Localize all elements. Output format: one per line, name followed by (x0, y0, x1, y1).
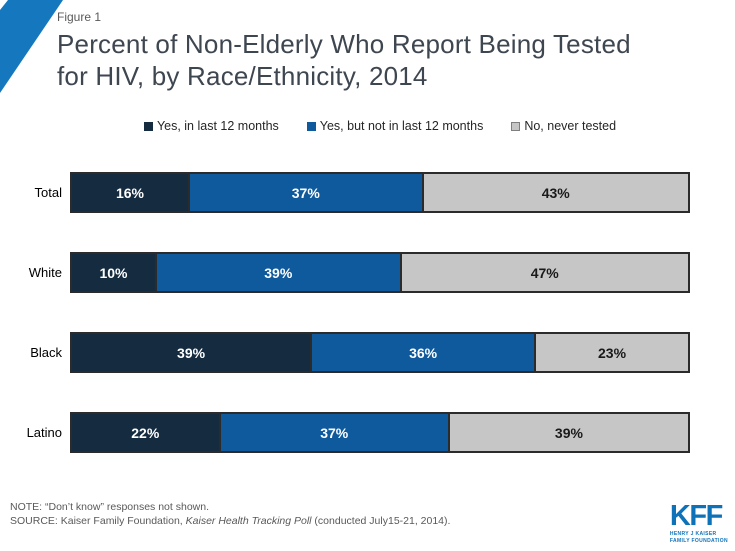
bar-segment (157, 252, 402, 293)
bar (70, 172, 690, 213)
title-line-2: for HIV, by Race/Ethnicity, 2014 (57, 60, 428, 91)
corner-triangle-shape (0, 0, 63, 93)
legend-label: Yes, in last 12 months (156, 119, 279, 133)
stacked-bar-chart (0, 172, 690, 492)
bar-value-label: 16% (115, 184, 145, 201)
kff-logo-text: KFF (669, 500, 722, 533)
chart-row-black (0, 332, 690, 373)
kff-logo-subtext-line2: FAMILY FOUNDATION (669, 537, 728, 544)
bar-segment (190, 172, 424, 213)
legend-item-yes-not-last-12 (307, 119, 484, 133)
bar-segment (70, 172, 190, 213)
footer-notes (10, 500, 450, 528)
bar-segment (402, 252, 690, 293)
legend-label: No, never tested (524, 119, 617, 133)
legend-label: Yes, but not in last 12 months (319, 119, 484, 133)
bar-value-label: 37% (320, 424, 349, 441)
chart-row-white (0, 252, 690, 293)
figure-label: Figure 1 (57, 10, 102, 24)
bar-segment (221, 412, 450, 453)
bar-value-label: 39% (177, 344, 206, 361)
bar-value-label: 39% (264, 264, 293, 281)
chart-row-total (0, 172, 690, 213)
bar-value-label: 22% (131, 424, 160, 441)
kff-logo-subtext-line1: HENRY J KAISER (669, 531, 717, 537)
row-label: Latino (26, 425, 62, 440)
bar-value-label: 37% (291, 184, 320, 201)
bar-segment (70, 332, 312, 373)
legend-swatch-icon (307, 122, 316, 131)
header (57, 10, 717, 92)
bar-segment (312, 332, 536, 373)
row-label: Black (30, 345, 62, 360)
row-label: Total (34, 185, 62, 200)
bar-value-label: 23% (598, 344, 627, 361)
source-italic: Kaiser Health Tracking Poll (185, 514, 312, 527)
note-line: NOTE: “Don’t know” responses not shown. (10, 500, 209, 513)
bar-value-label: 39% (554, 424, 583, 441)
title-line-1: Percent of Non-Elderly Who Report Being Tested (57, 29, 631, 59)
chart-legend (70, 119, 690, 133)
legend-item-yes-last-12 (144, 119, 279, 133)
bar (70, 252, 690, 293)
bar (70, 332, 690, 373)
bar-segment (70, 252, 157, 293)
source-line (10, 514, 450, 528)
bar-value-label: 47% (530, 264, 559, 281)
source-suffix: (conducted July15-21, 2014). (311, 514, 451, 527)
bar-segment (424, 172, 690, 213)
corner-triangle (0, 0, 64, 100)
kff-logo-subtext (670, 531, 728, 544)
legend-swatch-icon (144, 122, 153, 131)
bar-segment (70, 412, 221, 453)
legend-swatch-icon (511, 122, 520, 131)
bar-value-label: 36% (409, 344, 438, 361)
bar-value-label: 43% (541, 184, 570, 201)
legend-item-never-tested (511, 119, 616, 133)
source-prefix: SOURCE: Kaiser Family Foundation, (10, 514, 186, 527)
page-title (57, 29, 717, 92)
kff-logo (669, 500, 728, 544)
bar (70, 412, 690, 453)
bar-segment (450, 412, 690, 453)
chart-row-latino (0, 412, 690, 453)
bar-value-label: 10% (99, 264, 128, 281)
bar-segment (536, 332, 690, 373)
row-label: White (28, 265, 62, 280)
